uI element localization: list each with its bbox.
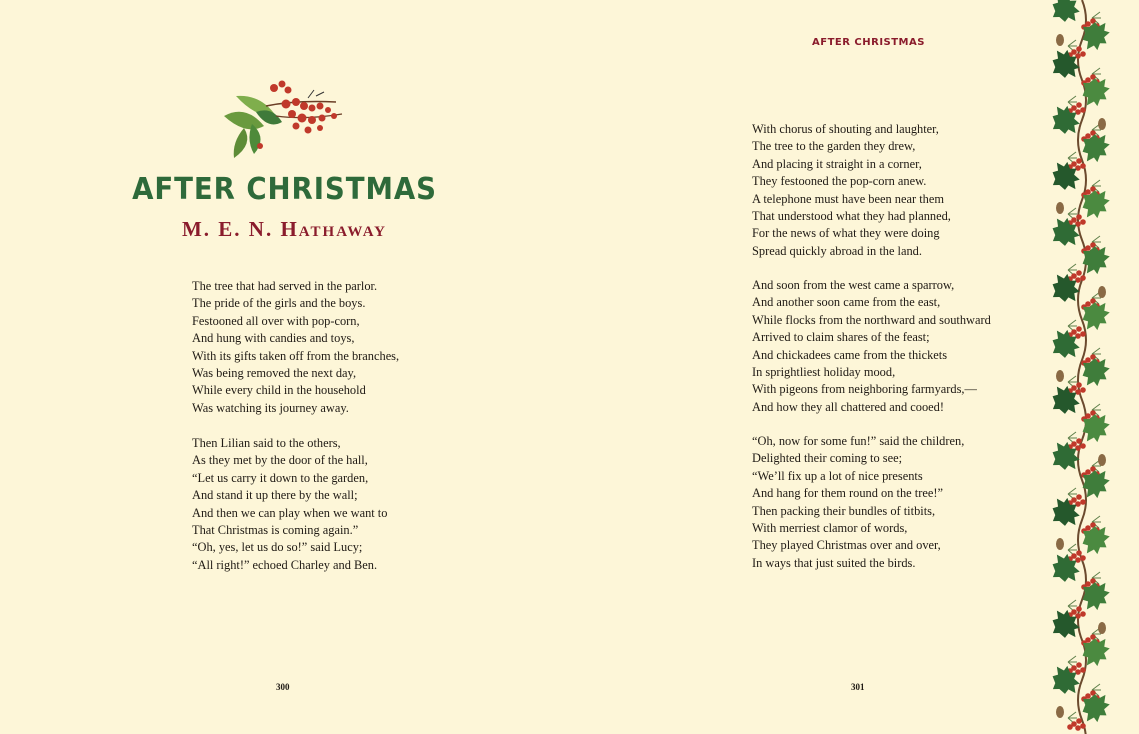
poem-line: “Oh, yes, let us do so!” said Lucy; [192,540,363,555]
holly-garland-border [1044,0,1119,734]
poem-line: While every child in the household [192,383,366,398]
poem-line: “Let us carry it down to the garden, [192,470,369,485]
poem-line: In ways that just suited the birds. [752,555,916,570]
poem-line: And stand it up there by the wall; [192,488,358,503]
poem-line: With its gifts taken off from the branches, [192,348,400,363]
poem-line: And placing it straight in a corner, [752,156,922,171]
stanza-1 [192,278,399,417]
running-head: AFTER CHRISTMAS [812,37,925,48]
left-page [0,0,569,734]
poem-line: Then packing their bundles of titbits, [752,503,936,518]
stanza-4 [752,277,991,416]
poem-line: A telephone must have been near them [752,191,944,206]
poem-line: Was being removed the next day, [192,366,357,381]
poem-line: With merriest clamor of words, [752,521,908,536]
poem-line: And chickadees came from the thickets [752,347,948,362]
poem-line: They festooned the pop-corn anew. [752,174,927,189]
poem-line: Arrived to claim shares of the feast; [752,330,930,345]
poem-line: Was watching its journey away. [192,400,349,415]
poem-line: In sprightliest holiday mood, [752,365,896,380]
poem-line: And another soon came from the east, [752,295,941,310]
stanza-3 [752,121,951,260]
poem-line: With pigeons from neighboring farmyards,— [752,382,977,397]
poem-line: While flocks from the northward and southward [752,312,991,327]
poem-line: And soon from the west came a sparrow, [752,278,955,292]
poem-line: That Christmas is coming again.” [192,523,359,538]
poem-author: M. E. N. Hathaway [181,217,387,241]
page-number-right: 301 [851,682,865,692]
poem-line: The pride of the girls and the boys. [192,296,366,311]
poem-line: Festooned all over with pop-corn, [192,313,360,328]
poem-title: AFTER CHRISTMAS [132,172,437,207]
poem-line: And hung with candies and toys, [192,331,355,346]
poem-line: “We’ll fix up a lot of nice presents [752,468,923,483]
holly-berry-sprig-icon [216,76,352,160]
poem-line: The tree to the garden they drew, [752,139,916,154]
poem-line: The tree that had served in the parlor. [192,279,378,293]
poem-line: Then Lilian said to the others, [192,436,341,450]
stanza-5 [752,433,964,572]
poem-line: As they met by the door of the hall, [192,453,368,468]
poem-line: “Oh, now for some fun!” said the children, [752,434,965,448]
page-number-left: 300 [276,682,290,692]
poem-line: And then we can play when we want to [192,505,388,520]
poem-line: For the news of what they were doing [752,226,940,241]
poem-line: And hang for them round on the tree!” [752,486,943,501]
poem-line: They played Christmas over and over, [752,538,941,553]
poem-line: Delighted their coming to see; [752,451,903,466]
poem-line: “All right!” echoed Charley and Ben. [192,557,378,572]
poem-line: With chorus of shouting and laughter, [752,122,939,136]
poem-line: Spread quickly abroad in the land. [752,243,922,258]
poem-line: And how they all chattered and cooed! [752,399,944,414]
stanza-2 [192,435,387,574]
poem-line: That understood what they had planned, [752,209,951,224]
